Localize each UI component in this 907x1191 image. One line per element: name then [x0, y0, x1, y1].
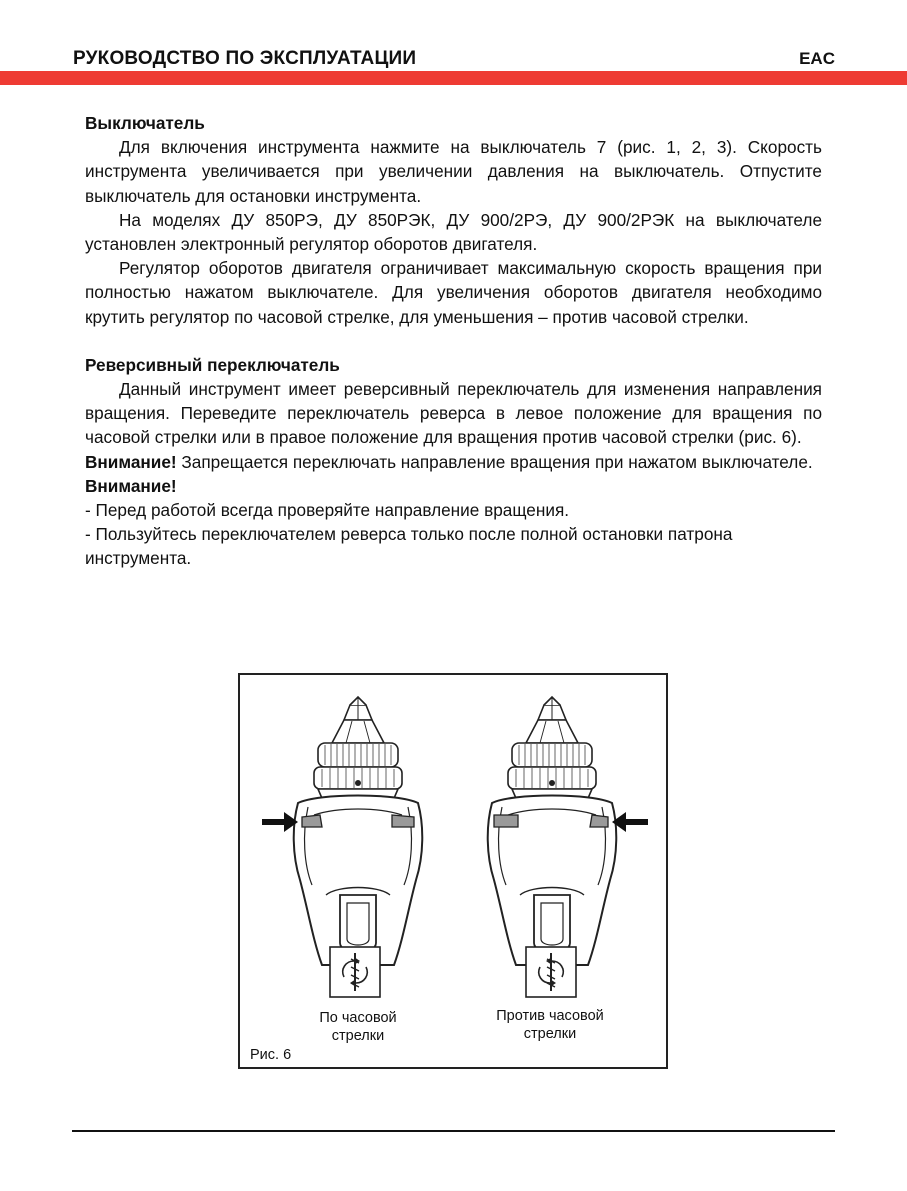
caption-clockwise: По часовой стрелки [319, 1010, 397, 1044]
warning-paragraph-1 [85, 450, 822, 474]
switch-paragraph-3: Регулятор оборотов двигателя ограничивает максимальную скорость вращения при полностью нажатом выключателе. Для увеличения оборотов двигателя необходимо крутить регулятор по часовой стрелке, для уменьшения – против часовой стрелки. [85, 258, 822, 327]
caption-counterclockwise: Против часовой стрелки [496, 1008, 604, 1042]
drill-right [488, 697, 648, 965]
footer-rule [72, 1130, 835, 1132]
bullet-2: - Пользуйтесь переключателем реверса только после полной остановки патрона инструмента. [85, 524, 733, 569]
warning-label-1: Внимание! [85, 451, 177, 472]
reverse-paragraph-1: Данный инструмент имеет реверсивный переключатель для изменения направления вращения. Переведите переключатель реверса в левое положение для вращения по часовой стрелки или в правое положение для вращения против часовой стрелки (рис. 6). [85, 379, 822, 448]
switch-heading: Выключатель [85, 113, 205, 133]
eac-mark: EAC [799, 49, 835, 68]
bullet-1: - Перед работой всегда проверяйте направление вращения. [85, 500, 570, 521]
figure-label: Рис. 6 [250, 1047, 292, 1063]
warning-text-1: Запрещается переключать направление вращения при нажатом выключателе. [176, 451, 813, 472]
manual-content [85, 111, 822, 571]
header-title: РУКОВОДСТВО ПО ЭКСПЛУАТАЦИИ [73, 48, 417, 69]
switch-paragraph-1: Для включения инструмента нажмите на выключатель 7 (рис. 1, 2, 3). Скорость инструмента увеличивается при увеличении давления на выключатель. Отпустите выключатель для остановки инструмента. [85, 137, 822, 206]
figure-6 [238, 673, 668, 1069]
counterclockwise-icon [526, 947, 576, 997]
header-red-bar [0, 71, 907, 85]
clockwise-icon [330, 947, 380, 997]
warning-label-2: Внимание! [85, 475, 177, 496]
switch-paragraph-2: На моделях ДУ 850РЭ, ДУ 850РЭК, ДУ 900/2РЭ, ДУ 900/2РЭК на выключателе установлен электронный регулятор оборотов двигателя. [85, 209, 822, 255]
reverse-heading: Реверсивный переключатель [85, 354, 340, 375]
drill-left [262, 697, 422, 965]
